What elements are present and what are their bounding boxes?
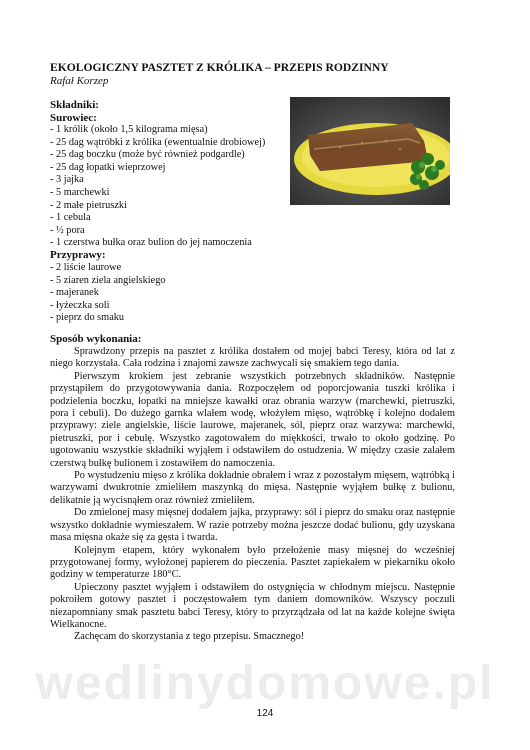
pate-photo	[290, 97, 450, 205]
method-paragraph: Zachęcam do skorzystania z tego przepisu. Smacznego!	[74, 631, 305, 643]
spices-list	[50, 262, 166, 325]
spices-heading: Przyprawy:	[50, 249, 106, 261]
method-paragraph: Kolejnym etapem, który wykonałem było przełożenie masy mięsnej do wcześniej przygotowanej formy, wyłożonej papierem do pieczenia. Pasztet zapiekałem w piekarniku około godziny w temperaturze 180°C.	[50, 544, 455, 581]
list-item: - 25 dag wątróbki z królika (ewentualnie drobiowej)	[50, 136, 266, 148]
method-paragraph: Sprawdzony przepis na pasztet z królika dostałem od mojej babci Teresy, która od lat z niego korzystała. Cała rodzina i znajomi zawsze zachwycali się smakiem tego dania.	[50, 346, 455, 370]
list-item: - majeranek	[50, 287, 99, 299]
author-name: Rafał Korzep	[50, 75, 109, 87]
method-paragraph: Do zmielonej masy mięsnej dodałem jajka, przyprawy: sól i pieprz do smaku oraz następnie wszystko dokładnie wymieszałem. W razie potrzeby można jeszcze dodać bulionu, gdy uzyskana masa mięsna okaże się za gęsta i twarda.	[50, 507, 455, 544]
list-item: - 2 małe pietruszki	[50, 199, 127, 211]
list-item: - ½ pora	[50, 224, 85, 236]
list-item: - 1 cebula	[50, 212, 91, 224]
method-paragraph: Upieczony pasztet wyjąłem i odstawiłem do ostygnięcia w chłodnym miejscu. Następnie pokroiłem gotowy pasztet i poczęstowałem tym daniem domowników. Wszyscy poczuli niezapomniany smak pasztetu babci Teresy, który to przyrządzała od lat na każde kolejne święta Wielkanocne.	[50, 581, 455, 630]
raw-materials-list	[50, 124, 265, 250]
list-item: - 25 dag łopatki wieprzowej	[50, 161, 166, 173]
ingredients-heading: Składniki:	[50, 99, 99, 111]
list-item: - 1 czerstwa bułka oraz bulion do jej namoczenia	[50, 237, 252, 249]
method-paragraph: Po wystudzeniu mięso z królika dokładnie obrałem i wraz z pozostałym mięsem, wątróbką i warzywami dwukrotnie zmieliłem maszynką do mięsa. Następnie wyjąłem bułkę z bulionu, delikatnie ją wycisnąłem oraz również zmieliłem.	[50, 470, 455, 506]
list-item: - 25 dag boczku (może być również podgardle)	[50, 149, 245, 161]
method-paragraph: Pierwszym krokiem jest zebranie wszystkich potrzebnych składników. Następnie przystąpiłem do przygotowywania dania. Rozpoczęłem od poporcjowania tuszki królika i podzielenia boczku, łopatki na mniejsze kawałki oraz obrania warzyw (marchewki, pietruszki, pora i cebuli). Do dużego garnka wlałem wodę, włożyłem mięso, wątróbkę i kolejno dodałem przyprawy: ziele angielskie, liście laurowe, majeranek, sól, pieprz oraz warzywa: marchewki, pietruszki, por i cebulę. Wszystko zagotowałem do miękkości, trwało to około godzinę. Po ugotowaniu wszystkie składniki wyjąłem i odstawiłem do ostudzenia. W między czasie zalałem czerstwą bułkę bulionem i zostawiłem do namoczenia.	[50, 370, 455, 469]
list-item: - 3 jajka	[50, 174, 84, 186]
page-number: 124	[256, 708, 274, 719]
recipe-title: EKOLOGICZNY PASZTET Z KRÓLIKA – PRZEPIS RODZINNY	[50, 61, 389, 74]
list-item: - 5 marchewki	[50, 186, 110, 198]
list-item: - łyżeczka soli	[50, 299, 110, 311]
raw-materials-heading: Surowiec:	[50, 112, 97, 124]
list-item: - pieprz do smaku	[50, 312, 125, 324]
list-item: - 1 królik (około 1,5 kilograma mięsa)	[50, 124, 208, 135]
method-text	[50, 346, 455, 644]
site-watermark: wedlinydomowe.pl	[35, 657, 495, 710]
list-item: - 5 ziaren ziela angielskiego	[50, 274, 166, 286]
method-heading: Sposób wykonania:	[50, 333, 142, 345]
list-item: - 2 liście laurowe	[50, 262, 122, 273]
